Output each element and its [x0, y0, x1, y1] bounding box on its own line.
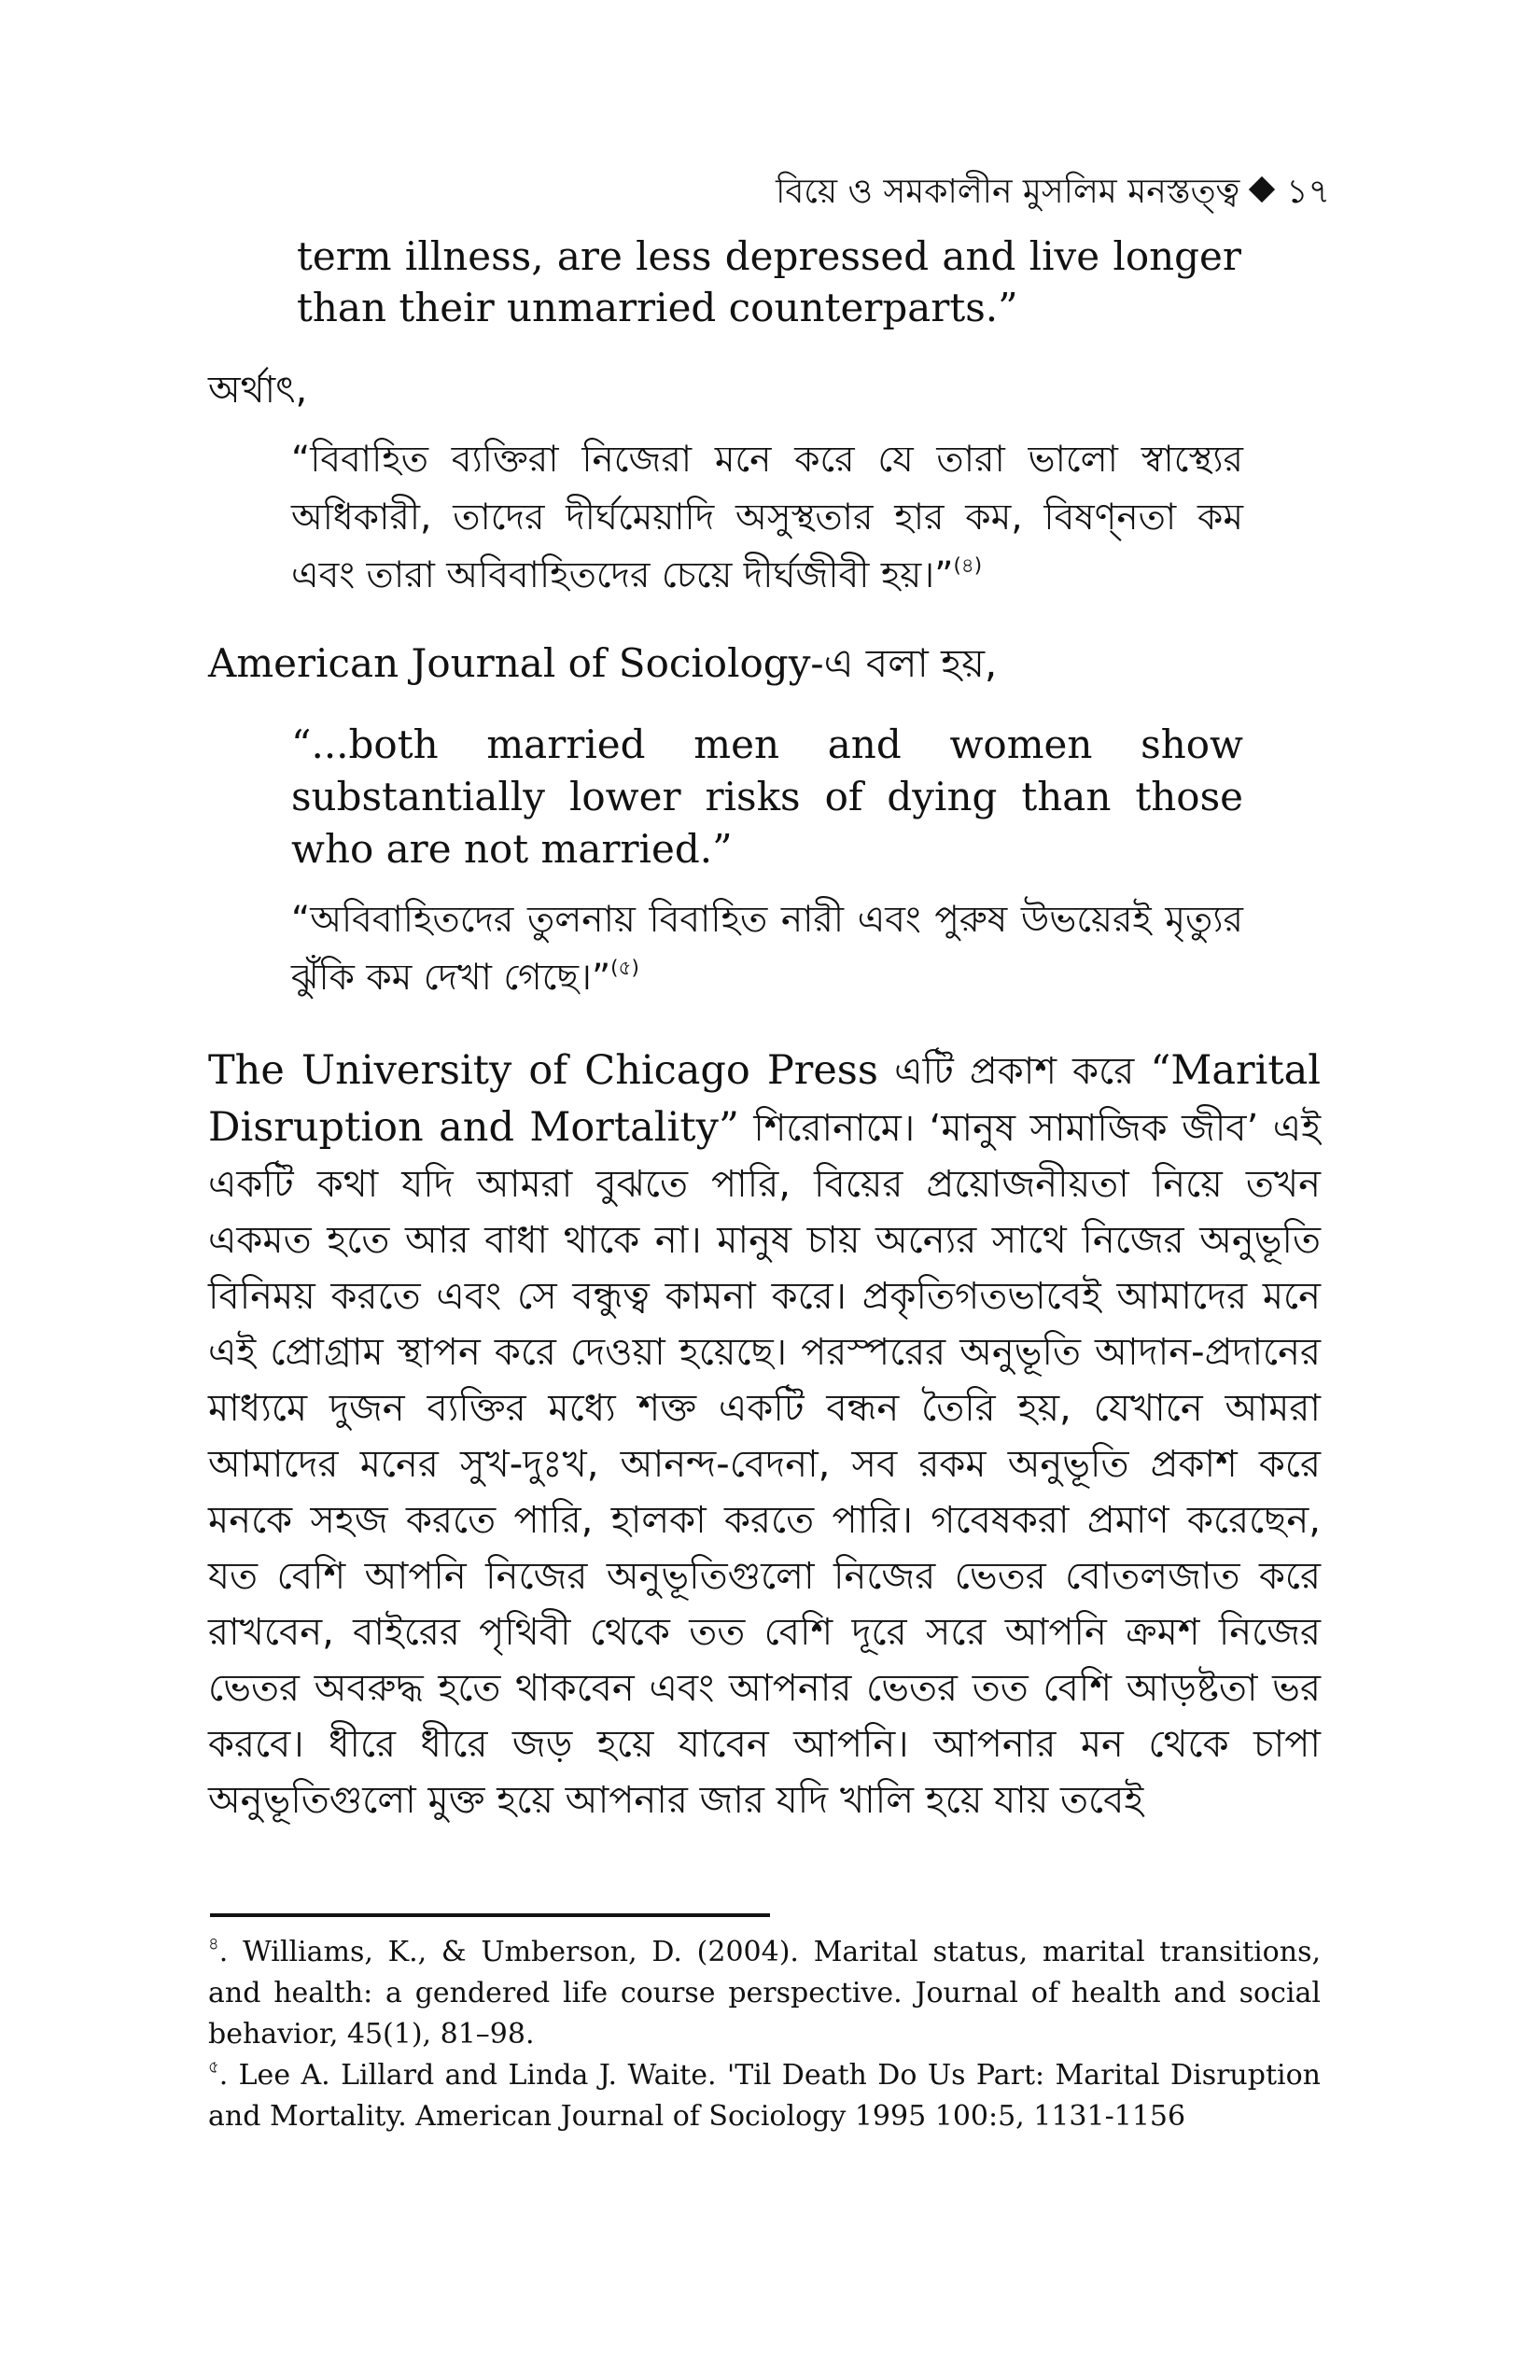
article-title: “Marital Disruption and Mortality”: [208, 1047, 1321, 1151]
bengali-quote-1-text: “বিবাহিত ব্যক্তিরা নিজেরা মনে করে যে তারা ভালো স্বাস্থ্যের অধিকারী, তাদের দীর্ঘমেয়াদি অসুস্থতার হার কম, বিষণ্নতা কম এবং তারা অবিবাহিতদের চেয়ে দীর্ঘজীবী হয়।”: [291, 439, 1243, 596]
footnote-ref-5[interactable]: (৫): [610, 956, 639, 980]
running-header: [776, 170, 1330, 215]
footnote-5: [208, 2055, 1321, 2137]
paragraph-text-a: এটি প্রকাশ করে: [877, 1050, 1151, 1093]
connector-text: অর্থাৎ,: [208, 369, 308, 412]
journal-name: American Journal of Sociology-: [208, 640, 824, 686]
footnote-mark: ৪: [208, 1934, 219, 1954]
page-number: ১৭: [1286, 173, 1330, 211]
english-quote-continuation: term illness, are less depressed and live longer than their unmarried counterparts.”: [297, 233, 1241, 330]
source-intro-bengali: এ বলা হয়,: [823, 640, 998, 686]
bengali-translation-quote-2: [291, 891, 1243, 1007]
source-intro: [208, 637, 997, 689]
footnote-4: [208, 1932, 1321, 2055]
english-quote-2: “...both married men and women show substantially lower risks of dying than those who are not married.”: [291, 721, 1243, 872]
footnotes: [208, 1932, 1321, 2137]
diamond-icon: [1249, 176, 1275, 203]
paragraph-text-b: শিরোনামে। ‘মানুষ সামাজিক জীব’ এই একটি কথা যদি আমরা বুঝতে পারি, বিয়ের প্রয়োজনীয়তা নিয়ে তখন একমত হতে আর বাধা থাকে না। মানুষ চায় অন্যের সাথে নিজের অনুভূতি বিনিময় করতে এবং সে বন্ধুত্ব কামনা করে। প্রকৃতিগতভাবেই আমাদের মনে এই প্রোগ্রাম স্থাপন করে দেওয়া হয়েছে। পরস্পরের অনুভূতি আদান-প্রদানের মাধ্যমে দুজন ব্যক্তির মধ্যে শক্ত একটি বন্ধন তৈরি হয়, যেখানে আমরা আমাদের মনের সুখ-দুঃখ, আনন্দ-বেদনা, সব রকম অনুভূতি প্রকাশ করে মনকে সহজ করতে পারি, হালকা করতে পারি। গবেষকরা প্রমাণ করেছেন, যত বেশি আপনি নিজের অনুভূতিগুলো নিজের ভেতর বোতলজাত করে রাখবেন, বাইরের পৃথিবী থেকে তত বেশি দূরে সরে আপনি ক্রমশ নিজের ভেতর অবরুদ্ধ হতে থাকবেন এবং আপনার ভেতর তত বেশি আড়ষ্টতা ভর করবে। ধীরে ধীরে জড় হয়ে যাবেন আপনি। আপনার মন থেকে চাপা অনুভূতিগুলো মুক্ত হয়ে আপনার জার যদি খালি হয়ে যায় তবেই: [208, 1107, 1321, 1822]
footnote-divider: [210, 1913, 770, 1917]
footnote-text: . Lee A. Lillard and Linda J. Waite. 'Til Death Do Us Part: Marital Disruption and Mortality. American Journal of Sociology 1995 100:5, 1131-1156: [208, 2059, 1321, 2133]
publisher-name: The University of Chicago Press: [208, 1047, 878, 1094]
footnote-mark: ৫: [208, 2057, 219, 2078]
footnote-ref-4[interactable]: (৪): [953, 553, 983, 578]
bengali-translation-quote-1: [291, 431, 1243, 605]
body-paragraph: [208, 1043, 1321, 1828]
running-title: বিয়ে ও সমকালীন মুসলিম মনস্তত্ত্ব: [776, 173, 1240, 211]
footnote-text: . Williams, K., & Umberson, D. (2004). Marital status, marital transitions, and health: a gendered life course perspective. Journal of health and social behavior, 45(1), 81–98.: [208, 1936, 1321, 2051]
bengali-quote-2-text: “অবিবাহিতদের তুলনায় বিবাহিত নারী এবং পুরুষ উভয়েরই মৃত্যুর ঝুঁকি কম দেখা গেছে।”: [291, 899, 1243, 999]
